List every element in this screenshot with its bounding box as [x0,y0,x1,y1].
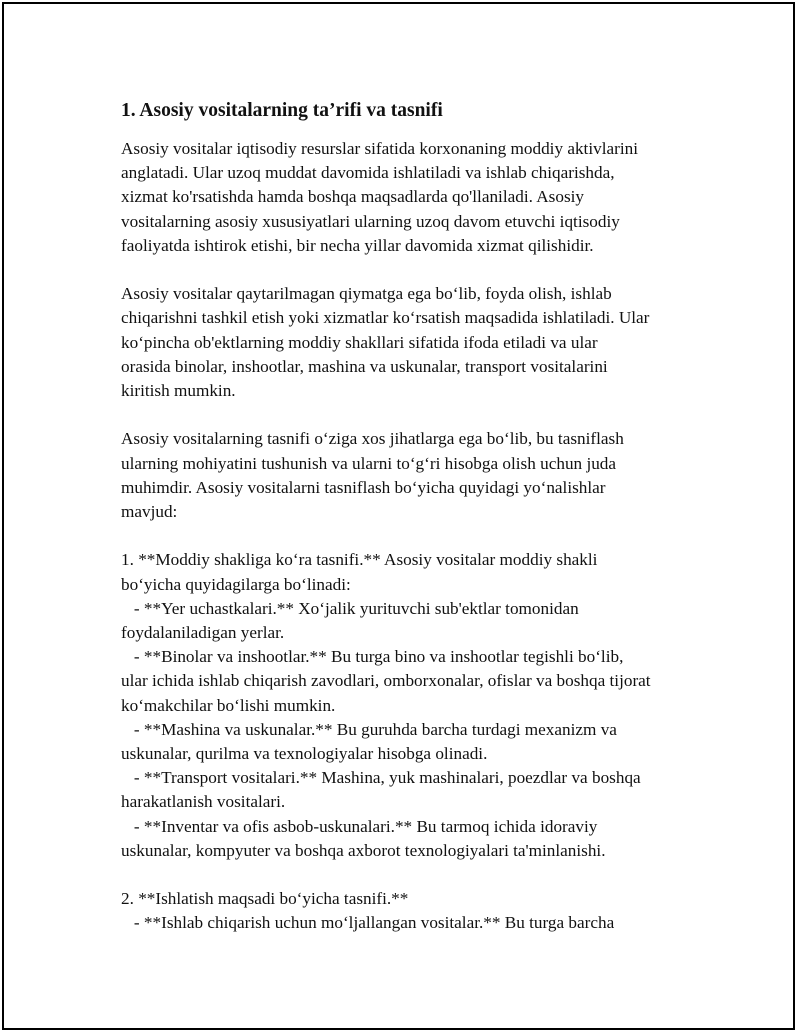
text-line: uskunalar, kompyuter va boshqa axborot texnologiyalari ta'minlanishi. [121,840,606,860]
text-line: - **Transport vositalari.** Mashina, yuk mashinalari, poezdlar va boshqa [121,768,641,788]
text-line: faoliyatda ishtirok etishi, bir necha yillar davomida xizmat qilishidir. [121,235,594,255]
text-line: vositalarning asosiy xususiyatlari ularning uzoq davom etuvchi iqtisodiy [121,211,620,231]
paragraph [121,887,701,935]
text-line: xizmat ko'rsatishda hamda boshqa maqsadlarda qo'llaniladi. Asosiy [121,187,584,207]
text-line: chiqarishni tashkil etish yoki xizmatlar ko‘rsatish maqsadida ishlatiladi. Ular [121,308,650,328]
paragraph [121,137,701,258]
paragraph [121,548,701,863]
text-line: kiritish mumkin. [121,381,236,401]
text-line: - **Ishlab chiqarish uchun mo‘ljallangan vositalar.** Bu turga barcha [121,913,615,933]
text-line: - **Yer uchastkalari.** Xo‘jalik yurituvchi sub'ektlar tomonidan [121,598,579,618]
text-line: uskunalar, qurilma va texnologiyalar hisobga olinadi. [121,744,488,764]
paragraph [121,427,701,524]
text-line: ular ichida ishlab chiqarish zavodlari, omborxonalar, ofislar va boshqa tijorat [121,671,651,691]
text-line: Asosiy vositalar iqtisodiy resurslar sifatida korxonaning moddiy aktivlarini [121,139,638,158]
text-line: foydalaniladigan yerlar. [121,623,285,643]
section-heading: 1. Asosiy vositalarning ta’rifi va tasnifi [121,100,443,121]
text-line: - **Inventar va ofis asbob-uskunalari.** Bu tarmoq ichida idoraviy [121,816,598,836]
text-line: - **Mashina va uskunalar.** Bu guruhda barcha turdagi mexanizm va [121,719,617,739]
text-line: 2. **Ishlatish maqsadi bo‘yicha tasnifi.** [121,889,409,909]
text-line: anglatadi. Ular uzoq muddat davomida ishlatiladi va ishlab chiqarishda, [121,163,615,183]
page-frame [2,2,795,1030]
paragraphs-container [121,137,701,936]
text-line: 1. **Moddiy shakliga ko‘ra tasnifi.** Asosiy vositalar moddiy shakli [121,550,598,570]
text-line: Asosiy vositalarning tasnifi o‘ziga xos jihatlarga ega bo‘lib, bu tasniflash [121,429,624,449]
text-line: muhimdir. Asosiy vositalarni tasniflash bo‘yicha quyidagi yo‘nalishlar [121,477,606,497]
text-line: harakatlanish vositalari. [121,792,286,812]
text-line: Asosiy vositalar qaytarilmagan qiymatga ega bo‘lib, foyda olish, ishlab [121,284,612,304]
text-line: ko‘pincha ob'ektlarning moddiy shakllari sifatida ifoda etiladi va ular [121,332,598,352]
text-line: ko‘makchilar bo‘lishi mumkin. [121,695,336,715]
text-line: bo‘yicha quyidagilarga bo‘linadi: [121,574,351,594]
text-line: ularning mohiyatini tushunish va ularni to‘g‘ri hisobga olish uchun juda [121,453,617,473]
document-body [121,98,701,960]
text-line: orasida binolar, inshootlar, mashina va uskunalar, transport vositalarini [121,356,608,376]
paragraph [121,282,701,403]
text-line: - **Binolar va inshootlar.** Bu turga bino va inshootlar tegishli bo‘lib, [121,647,624,667]
text-line: mavjud: [121,502,178,522]
